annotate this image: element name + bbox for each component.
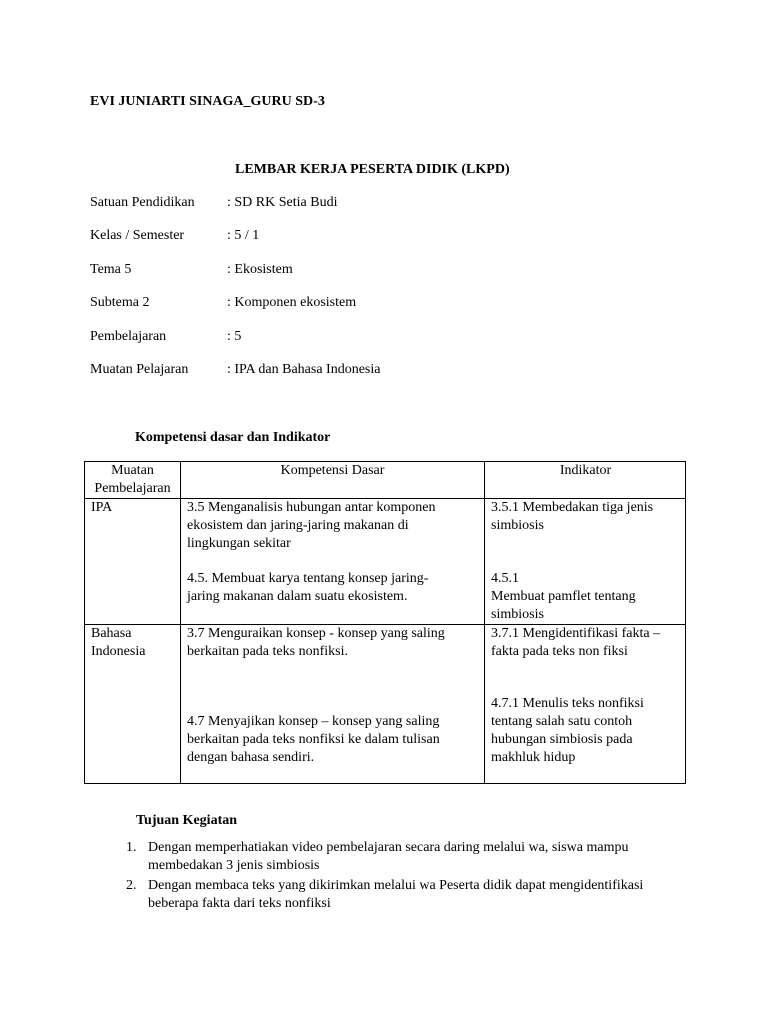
cell-line: simbiosis [491, 607, 544, 622]
cell-line: Membuat pamflet tentang [491, 589, 636, 604]
field-value-satuan: : SD RK Setia Budi [227, 195, 338, 210]
field-value-subtema: : Komponen ekosistem [227, 295, 357, 310]
cell-line: jaring makanan dalam suatu ekosistem. [187, 589, 408, 604]
table-row-bindo-indikator-2 [491, 695, 644, 767]
table-row-bindo-kd-2 [187, 713, 440, 767]
cell-line: lingkungan sekitar [187, 536, 291, 551]
cell-line: makhluk hidup [491, 750, 576, 765]
list-item [126, 877, 686, 913]
cell-line: ekosistem dan jaring-jaring makanan di [187, 518, 409, 533]
cell-line: 3.5.1 Membedakan tiga jenis [491, 500, 654, 515]
field-label-pembelajaran: Pembelajaran [90, 329, 167, 344]
cell-line: simbiosis [491, 518, 544, 533]
table-divider [484, 462, 485, 783]
list-number: 1. [126, 840, 137, 855]
field-value-pembelajaran: : 5 [227, 329, 242, 344]
cell-line: tentang salah satu contoh [491, 714, 633, 729]
cell-line: 4.7 Menyajikan konsep – konsep yang saling [187, 714, 440, 729]
kd-section-heading: Kompetensi dasar dan Indikator [135, 430, 331, 445]
field-label-satuan: Satuan Pendidikan [90, 195, 195, 210]
table-row-bindo-indikator-1 [491, 625, 660, 661]
field-label-subtema: Subtema 2 [90, 295, 150, 310]
table-row-ipa-kd-2 [187, 570, 428, 606]
field-label-tema: Tema 5 [90, 262, 132, 277]
table-divider [180, 462, 181, 783]
table-header-kd: Kompetensi Dasar [280, 463, 385, 478]
table-header-indikator: Indikator [559, 463, 612, 478]
table-row-ipa-indikator-2 [491, 570, 636, 624]
list-text: Dengan memperhatiakan video pembelajaran secara daring melalui wa, siswa mampu membedakan 3 jenis simbiosis [148, 840, 629, 873]
cell-line: Bahasa [91, 626, 132, 641]
cell-line: 4.7.1 Menulis teks nonfiksi [491, 696, 644, 711]
field-label-kelas: Kelas / Semester [90, 228, 185, 243]
table-row-ipa-muatan: IPA [91, 500, 113, 515]
field-value-kelas: : 5 / 1 [227, 228, 260, 243]
document-title: LEMBAR KERJA PESERTA DIDIK (LKPD) [235, 162, 510, 177]
cell-line: 4.5. Membuat karya tentang konsep jaring- [187, 571, 429, 586]
author-header: EVI JUNIARTI SINAGA_GURU SD-3 [90, 94, 325, 109]
cell-line: 3.5 Menganalisis hubungan antar komponen [187, 500, 436, 515]
cell-line: berkaitan pada teks nonfiksi. [187, 644, 348, 659]
list-item [126, 839, 686, 875]
cell-line: 4.5.1 [491, 571, 519, 586]
cell-line: hubungan simbiosis pada [491, 732, 633, 747]
header-text: Pembelajaran [94, 481, 171, 496]
cell-line: berkaitan pada teks nonfiksi ke dalam tulisan [187, 732, 440, 747]
cell-line: Indonesia [91, 644, 146, 659]
tujuan-list [126, 839, 686, 915]
table-header-muatan [85, 462, 180, 498]
field-label-muatan: Muatan Pelajaran [90, 362, 189, 377]
cell-line: dengan bahasa sendiri. [187, 750, 315, 765]
tujuan-heading: Tujuan Kegiatan [136, 813, 238, 828]
table-row-ipa-kd-1 [187, 499, 435, 553]
table-row-bindo-muatan [91, 625, 145, 661]
table-row-ipa-indikator-1 [491, 499, 653, 535]
cell-line: 3.7.1 Mengidentifikasi fakta – [491, 626, 661, 641]
kd-table [84, 461, 686, 784]
cell-line: fakta pada teks non fiksi [491, 644, 628, 659]
list-text: Dengan membaca teks yang dikirimkan melalui wa Peserta didik dapat mengidentifikasi beberapa fakta dari teks nonfiksi [148, 878, 644, 911]
list-number: 2. [126, 878, 137, 893]
table-row-bindo-kd-1 [187, 625, 445, 661]
header-text: Muatan [111, 463, 154, 478]
cell-line: 3.7 Menguraikan konsep - konsep yang saling [187, 626, 445, 641]
field-value-muatan: : IPA dan Bahasa Indonesia [227, 362, 381, 377]
field-value-tema: : Ekosistem [227, 262, 293, 277]
